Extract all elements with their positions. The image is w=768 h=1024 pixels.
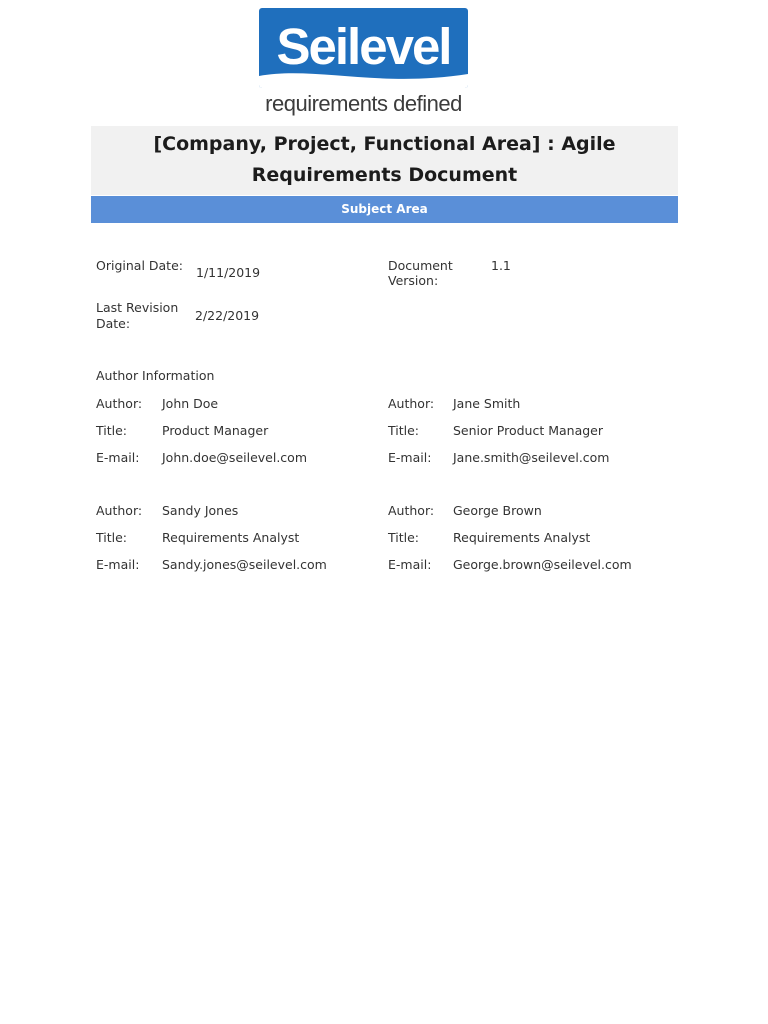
email-label: E-mail: <box>388 450 432 465</box>
author-title: Product Manager <box>162 423 269 438</box>
logo-wordmark: Seilevel <box>276 18 451 75</box>
seilevel-logo <box>259 8 468 88</box>
original-date-value: 1/11/2019 <box>196 265 261 280</box>
document-title-line-2: Requirements Document <box>251 164 518 186</box>
email-label: E-mail: <box>388 557 432 572</box>
author-email: Sandy.jones@seilevel.com <box>162 557 327 572</box>
last-revision-date-value: 2/22/2019 <box>195 308 260 323</box>
document-title <box>91 129 678 191</box>
author-email: John.doe@seilevel.com <box>162 450 307 465</box>
title-label: Title: <box>388 423 419 438</box>
author-email: George.brown@seilevel.com <box>453 557 632 572</box>
last-revision-label-line-2: Date: <box>96 316 131 331</box>
author-title: Requirements Analyst <box>162 530 300 545</box>
logo-tagline: requirements defined <box>265 91 462 116</box>
email-label: E-mail: <box>96 450 140 465</box>
author-name: John Doe <box>162 396 219 411</box>
author-label: Author: <box>96 396 143 411</box>
subject-area-bar: Subject Area <box>91 196 678 223</box>
original-date-label: Original Date: <box>96 258 183 273</box>
author-name: George Brown <box>453 503 542 518</box>
email-label: E-mail: <box>96 557 140 572</box>
title-label: Title: <box>388 530 419 545</box>
author-title: Requirements Analyst <box>453 530 591 545</box>
author-label: Author: <box>96 503 143 518</box>
last-revision-label-line-1: Last Revision <box>96 300 179 315</box>
document-version-label-line-1: Document <box>388 258 453 273</box>
author-name: Sandy Jones <box>162 503 239 518</box>
document-title-band <box>91 126 678 195</box>
author-name: Jane Smith <box>453 396 521 411</box>
title-label: Title: <box>96 530 127 545</box>
document-version-label-line-2: Version: <box>388 273 439 288</box>
author-title: Senior Product Manager <box>453 423 604 438</box>
author-email: Jane.smith@seilevel.com <box>453 450 610 465</box>
title-label: Title: <box>96 423 127 438</box>
author-information-heading: Author Information <box>96 368 215 383</box>
author-label: Author: <box>388 503 435 518</box>
document-version-value: 1.1 <box>491 258 511 273</box>
author-label: Author: <box>388 396 435 411</box>
document-title-line-1: [Company, Project, Functional Area] : Agile <box>153 133 616 155</box>
